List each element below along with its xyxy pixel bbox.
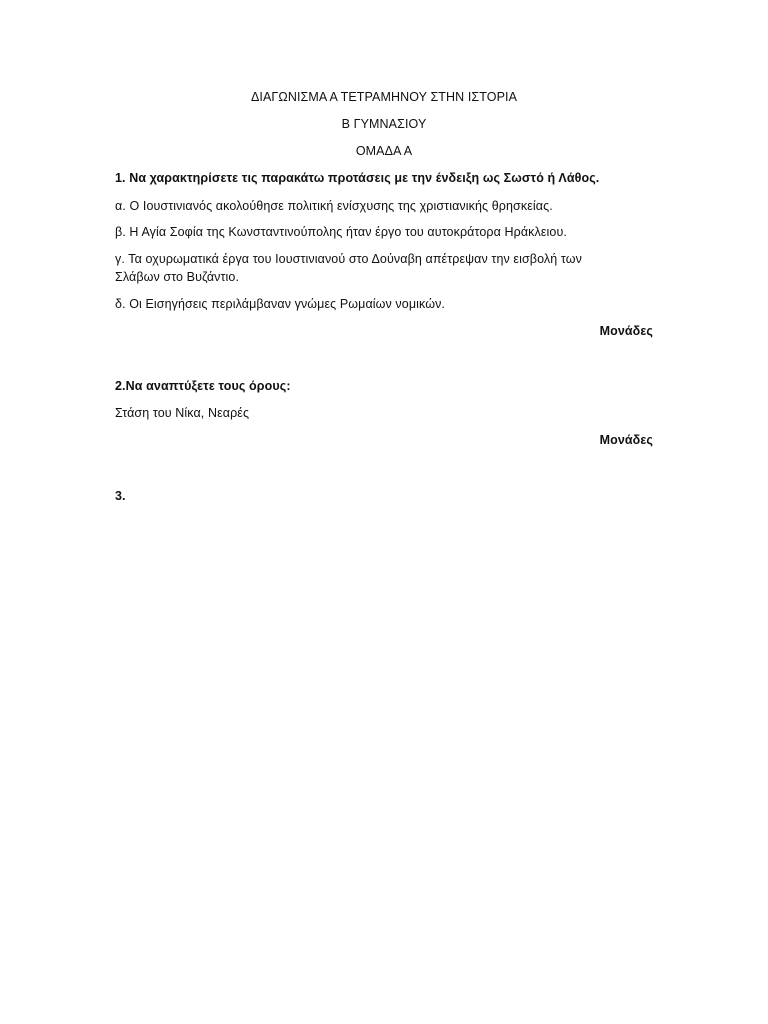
question-1-item-c-line-2: Σλάβων στο Βυζάντιο. <box>115 270 240 284</box>
question-1-item-b: β. Η Αγία Σοφία της Κωνσταντινούπολης ήταν έργο του αυτοκράτορα Ηράκλειου. <box>115 225 567 239</box>
question-2-prompt: 2.Να αναπτύξετε τους όρους: <box>115 379 291 393</box>
exam-title: ΔΙΑΓΩΝΙΣΜΑ Α ΤΕΤΡΑΜΗΝΟΥ ΣΤΗΝ ΙΣΤΟΡΙΑ <box>250 90 518 104</box>
question-2-points: Μονάδες <box>599 433 653 447</box>
class-label: Β ΓΥΜΝΑΣΙΟΥ <box>341 117 427 131</box>
question-1-item-d: δ. Οι Εισηγήσεις περιλάμβαναν γνώμες Ρωμαίων νομικών. <box>115 297 445 311</box>
question-3-label: 3. <box>115 489 126 503</box>
question-1-points: Μονάδες <box>599 324 653 338</box>
question-1-prompt: 1. Να χαρακτηρίσετε τις παρακάτω προτάσεις με την ένδειξη ως Σωστό ή Λάθος. <box>115 171 600 185</box>
question-2-terms: Στάση του Νίκα, Νεαρές <box>115 406 250 420</box>
question-1-item-a: α. Ο Ιουστινιανός ακολούθησε πολιτική ενίσχυσης της χριστιανικής θρησκείας. <box>115 199 553 213</box>
question-1-item-c-line-1: γ. Τα οχυρωματικά έργα του Ιουστινιανού στο Δούναβη απέτρεψαν την εισβολή των <box>115 252 582 266</box>
group-label: ΟΜΑΔΑ Α <box>355 144 413 158</box>
